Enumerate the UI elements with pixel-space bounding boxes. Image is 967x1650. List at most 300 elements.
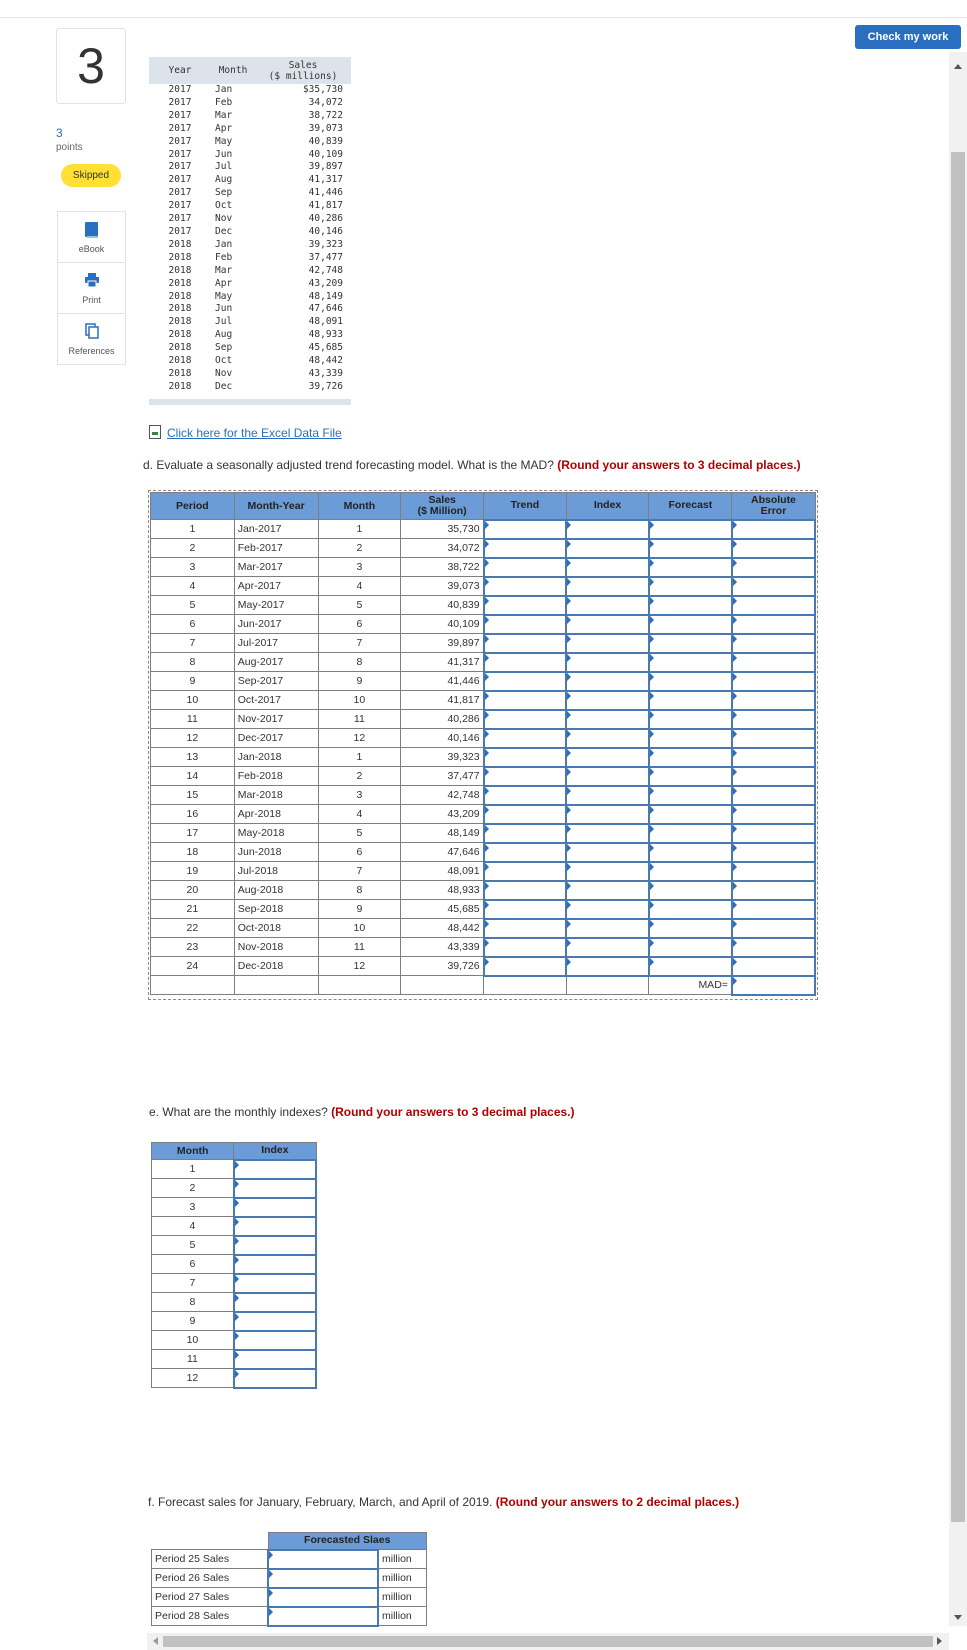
table-row xyxy=(152,1274,317,1293)
raw-row xyxy=(149,136,351,149)
table-row xyxy=(151,558,816,577)
raw-row xyxy=(149,342,351,355)
forecast-input[interactable] xyxy=(649,862,732,881)
monthly-index-input[interactable] xyxy=(234,1331,316,1350)
index-input[interactable] xyxy=(566,691,649,710)
index-input[interactable] xyxy=(566,615,649,634)
references-icon xyxy=(58,314,125,343)
sales-cell: 48,442 xyxy=(401,919,484,938)
forecast-input[interactable] xyxy=(649,558,732,577)
index-month-cell: 10 xyxy=(152,1331,234,1350)
trend-input[interactable] xyxy=(484,957,567,976)
raw-sales: 42,748 xyxy=(308,264,343,276)
raw-year: 2017 xyxy=(168,84,192,95)
table-row xyxy=(151,767,816,786)
raw-month: Aug xyxy=(215,174,233,186)
trend-input[interactable] xyxy=(484,577,567,596)
raw-month: Oct xyxy=(215,355,233,367)
forecast-input[interactable] xyxy=(649,539,732,558)
period-cell: 2 xyxy=(151,539,235,558)
trend-input[interactable] xyxy=(484,748,567,767)
sales-cell: 43,339 xyxy=(401,938,484,957)
scroll-down-arrow-icon[interactable] xyxy=(954,1615,962,1620)
raw-year: 2018 xyxy=(168,367,192,379)
part-f-table xyxy=(151,1532,427,1627)
forecast-input[interactable] xyxy=(649,900,732,919)
trend-input[interactable] xyxy=(484,653,567,672)
raw-row xyxy=(149,97,351,110)
period-cell: 17 xyxy=(151,824,235,843)
trend-input[interactable] xyxy=(484,805,567,824)
excel-data-link[interactable]: Click here for the Excel Data File xyxy=(149,425,342,440)
month-year-cell: Nov-2018 xyxy=(234,938,318,957)
sales-cell: 34,072 xyxy=(401,539,484,558)
raw-month: Nov xyxy=(215,367,233,379)
raw-month: Dec xyxy=(215,380,233,392)
trend-input[interactable] xyxy=(484,824,567,843)
trend-input[interactable] xyxy=(484,786,567,805)
trend-input[interactable] xyxy=(484,862,567,881)
raw-row xyxy=(149,187,351,200)
col-month: Month xyxy=(318,493,401,520)
month-year-cell: Sep-2017 xyxy=(234,672,318,691)
index-input[interactable] xyxy=(566,843,649,862)
check-my-work-button[interactable]: Check my work xyxy=(855,25,961,49)
absolute-error-input[interactable] xyxy=(732,729,815,748)
index-input[interactable] xyxy=(566,919,649,938)
part-d-prompt: d. Evaluate a seasonally adjusted trend forecasting model. What is the MAD? (Round your answers to 3 decimal places.) xyxy=(143,458,801,472)
forecast-input[interactable] xyxy=(649,824,732,843)
trend-input[interactable] xyxy=(484,710,567,729)
period-cell: 20 xyxy=(151,881,235,900)
sales-cell: 40,286 xyxy=(401,710,484,729)
book-icon xyxy=(58,212,125,241)
table-row xyxy=(151,710,816,729)
monthly-index-input[interactable] xyxy=(234,1312,316,1331)
sales-cell: 40,146 xyxy=(401,729,484,748)
index-input[interactable] xyxy=(566,539,649,558)
raw-year: 2018 xyxy=(168,380,192,392)
trend-input[interactable] xyxy=(484,558,567,577)
table-row xyxy=(152,1588,427,1607)
trend-input[interactable] xyxy=(484,691,567,710)
trend-input[interactable] xyxy=(484,729,567,748)
trend-input[interactable] xyxy=(484,672,567,691)
references-button[interactable] xyxy=(58,314,125,364)
raw-month: May xyxy=(215,290,233,302)
raw-row xyxy=(149,291,351,304)
absolute-error-input[interactable] xyxy=(732,748,815,767)
raw-month: Mar xyxy=(215,264,233,276)
unit-label: million xyxy=(378,1588,427,1607)
forecast-input[interactable] xyxy=(649,596,732,615)
raw-sales: 40,286 xyxy=(308,213,343,225)
table-row xyxy=(151,691,816,710)
col-e-index: Index xyxy=(234,1143,316,1160)
scroll-left-arrow-icon[interactable] xyxy=(153,1637,158,1645)
raw-year: 2017 xyxy=(168,213,192,225)
raw-sales: 38,722 xyxy=(308,109,343,121)
forecast-input[interactable] xyxy=(649,919,732,938)
period-cell: 24 xyxy=(151,957,235,976)
absolute-error-input[interactable] xyxy=(732,520,815,539)
col-index: Index xyxy=(566,493,649,520)
raw-sales: 41,817 xyxy=(308,200,343,212)
col-e-month: Month xyxy=(152,1143,234,1160)
table-row xyxy=(152,1179,317,1198)
period-cell: 19 xyxy=(151,862,235,881)
raw-sales: 40,839 xyxy=(308,135,343,147)
references-label: References xyxy=(68,346,115,356)
month-cell: 1 xyxy=(318,520,401,539)
raw-sales: $35,730 xyxy=(302,84,343,95)
absolute-error-input[interactable] xyxy=(732,710,815,729)
absolute-error-input[interactable] xyxy=(732,919,815,938)
monthly-index-input[interactable] xyxy=(234,1293,316,1312)
sales-cell: 47,646 xyxy=(401,843,484,862)
forecast-sales-input[interactable] xyxy=(268,1550,378,1569)
month-cell: 10 xyxy=(318,691,401,710)
monthly-index-input[interactable] xyxy=(234,1236,316,1255)
points-value: 3 xyxy=(56,126,63,140)
forecast-input[interactable] xyxy=(649,938,732,957)
forecast-period-label: Period 27 Sales xyxy=(152,1588,269,1607)
status-badge: Skipped xyxy=(61,164,121,187)
raw-sales: 48,149 xyxy=(308,290,343,302)
absolute-error-input[interactable] xyxy=(732,596,815,615)
raw-sales: 41,317 xyxy=(308,174,343,186)
absolute-error-input[interactable] xyxy=(732,843,815,862)
month-year-cell: Apr-2018 xyxy=(234,805,318,824)
index-input[interactable] xyxy=(566,957,649,976)
raw-year: 2018 xyxy=(168,251,192,263)
month-cell: 10 xyxy=(318,919,401,938)
scroll-right-arrow-icon[interactable] xyxy=(937,1637,942,1645)
month-cell: 9 xyxy=(318,900,401,919)
period-cell: 14 xyxy=(151,767,235,786)
monthly-index-input[interactable] xyxy=(234,1350,316,1369)
period-cell: 6 xyxy=(151,615,235,634)
raw-year: 2018 xyxy=(168,290,192,302)
col-month-year: Month-Year xyxy=(234,493,318,520)
forecast-period-label: Period 28 Sales xyxy=(152,1607,269,1626)
period-cell: 4 xyxy=(151,577,235,596)
raw-sales: 39,073 xyxy=(308,122,343,134)
absolute-error-input[interactable] xyxy=(732,615,815,634)
month-cell: 11 xyxy=(318,938,401,957)
absolute-error-input[interactable] xyxy=(732,691,815,710)
trend-input[interactable] xyxy=(484,596,567,615)
raw-year: 2018 xyxy=(168,342,192,354)
table-row xyxy=(151,672,816,691)
table-row xyxy=(152,1550,427,1569)
month-year-cell: Jul-2017 xyxy=(234,634,318,653)
col-period: Period xyxy=(151,493,235,520)
month-cell: 6 xyxy=(318,615,401,634)
month-year-cell: Mar-2018 xyxy=(234,786,318,805)
raw-month: Aug xyxy=(215,329,233,341)
forecast-input[interactable] xyxy=(649,957,732,976)
raw-month: Feb xyxy=(215,96,233,108)
sales-cell: 41,817 xyxy=(401,691,484,710)
forecast-input[interactable] xyxy=(649,805,732,824)
sales-cell: 41,317 xyxy=(401,653,484,672)
table-row xyxy=(152,1217,317,1236)
absolute-error-input[interactable] xyxy=(732,558,815,577)
table-row xyxy=(151,729,816,748)
forecast-input[interactable] xyxy=(649,748,732,767)
col-absolute-error: Absolute Error xyxy=(732,493,815,520)
table-row xyxy=(151,881,816,900)
raw-month: Sep xyxy=(215,342,233,354)
index-input[interactable] xyxy=(566,805,649,824)
forecast-input[interactable] xyxy=(649,615,732,634)
part-d-table xyxy=(150,492,816,996)
index-input[interactable] xyxy=(566,824,649,843)
forecast-sales-input[interactable] xyxy=(268,1607,378,1626)
index-month-cell: 12 xyxy=(152,1369,234,1388)
forecast-period-label: Period 25 Sales xyxy=(152,1550,269,1569)
table-row xyxy=(151,862,816,881)
period-cell: 18 xyxy=(151,843,235,862)
raw-row xyxy=(149,381,351,394)
raw-year: 2018 xyxy=(168,303,192,315)
raw-year: 2018 xyxy=(168,238,192,250)
monthly-index-input[interactable] xyxy=(234,1160,316,1179)
raw-year: 2018 xyxy=(168,355,192,367)
ebook-button[interactable] xyxy=(58,212,125,263)
index-month-cell: 3 xyxy=(152,1198,234,1217)
print-button[interactable] xyxy=(58,263,125,314)
index-input[interactable] xyxy=(566,596,649,615)
raw-sales: 43,209 xyxy=(308,277,343,289)
absolute-error-input[interactable] xyxy=(732,824,815,843)
raw-row xyxy=(149,239,351,252)
raw-sales: 39,897 xyxy=(308,161,343,173)
table-row xyxy=(151,577,816,596)
month-cell: 11 xyxy=(318,710,401,729)
table-row xyxy=(152,1350,317,1369)
absolute-error-input[interactable] xyxy=(732,767,815,786)
absolute-error-input[interactable] xyxy=(732,786,815,805)
absolute-error-input[interactable] xyxy=(732,938,815,957)
table-row xyxy=(152,1236,317,1255)
raw-row xyxy=(149,110,351,123)
mad-input[interactable] xyxy=(732,976,815,995)
forecast-input[interactable] xyxy=(649,843,732,862)
forecast-input[interactable] xyxy=(649,786,732,805)
table-row xyxy=(151,805,816,824)
period-cell: 23 xyxy=(151,938,235,957)
index-input[interactable] xyxy=(566,577,649,596)
absolute-error-input[interactable] xyxy=(732,577,815,596)
raw-month: Dec xyxy=(215,225,233,237)
trend-input[interactable] xyxy=(484,634,567,653)
raw-sales-table xyxy=(149,57,351,394)
monthly-index-input[interactable] xyxy=(234,1179,316,1198)
forecast-input[interactable] xyxy=(649,577,732,596)
raw-row xyxy=(149,252,351,265)
absolute-error-input[interactable] xyxy=(732,957,815,976)
raw-row xyxy=(149,355,351,368)
horizontal-scroll-thumb[interactable] xyxy=(163,1636,933,1647)
forecast-input[interactable] xyxy=(649,767,732,786)
monthly-index-input[interactable] xyxy=(234,1369,316,1388)
sales-cell: 37,477 xyxy=(401,767,484,786)
table-row xyxy=(151,520,816,539)
raw-table-footer xyxy=(149,399,351,405)
month-year-cell: Nov-2017 xyxy=(234,710,318,729)
raw-year: 2018 xyxy=(168,277,192,289)
trend-input[interactable] xyxy=(484,520,567,539)
raw-year: 2018 xyxy=(168,316,192,328)
trend-input[interactable] xyxy=(484,900,567,919)
sales-cell: 43,209 xyxy=(401,805,484,824)
raw-year: 2017 xyxy=(168,200,192,212)
period-cell: 8 xyxy=(151,653,235,672)
forecast-input[interactable] xyxy=(649,710,732,729)
forecast-input[interactable] xyxy=(649,520,732,539)
absolute-error-input[interactable] xyxy=(732,672,815,691)
scroll-up-arrow-icon[interactable] xyxy=(954,64,962,69)
forecast-input[interactable] xyxy=(649,634,732,653)
monthly-index-input[interactable] xyxy=(234,1274,316,1293)
table-row xyxy=(152,1160,317,1179)
table-row xyxy=(151,957,816,976)
month-cell: 2 xyxy=(318,767,401,786)
raw-sales: 39,726 xyxy=(308,380,343,392)
table-row xyxy=(152,1198,317,1217)
trend-input[interactable] xyxy=(484,843,567,862)
index-input[interactable] xyxy=(566,862,649,881)
absolute-error-input[interactable] xyxy=(732,862,815,881)
month-year-cell: Jan-2018 xyxy=(234,748,318,767)
month-year-cell: Oct-2018 xyxy=(234,919,318,938)
month-year-cell: Apr-2017 xyxy=(234,577,318,596)
trend-input[interactable] xyxy=(484,938,567,957)
month-cell: 3 xyxy=(318,558,401,577)
unit-label: million xyxy=(378,1569,427,1588)
forecast-sales-input[interactable] xyxy=(268,1588,378,1607)
forecast-input[interactable] xyxy=(649,881,732,900)
index-input[interactable] xyxy=(566,881,649,900)
trend-input[interactable] xyxy=(484,919,567,938)
raw-sales: 40,146 xyxy=(308,225,343,237)
forecast-sales-input[interactable] xyxy=(268,1569,378,1588)
month-year-cell: May-2017 xyxy=(234,596,318,615)
index-input[interactable] xyxy=(566,710,649,729)
print-label: Print xyxy=(82,295,101,305)
trend-input[interactable] xyxy=(484,881,567,900)
forecast-input[interactable] xyxy=(649,691,732,710)
forecast-input[interactable] xyxy=(649,729,732,748)
mad-label: MAD= xyxy=(649,976,732,995)
index-input[interactable] xyxy=(566,748,649,767)
period-cell: 7 xyxy=(151,634,235,653)
period-cell: 21 xyxy=(151,900,235,919)
monthly-index-input[interactable] xyxy=(234,1217,316,1236)
unit-label: million xyxy=(378,1607,427,1626)
col-sales: Sales ($ Million) xyxy=(401,493,484,520)
month-cell: 8 xyxy=(318,881,401,900)
index-input[interactable] xyxy=(566,900,649,919)
index-input[interactable] xyxy=(566,729,649,748)
month-cell: 1 xyxy=(318,748,401,767)
raw-sales: 47,646 xyxy=(308,303,343,315)
index-input[interactable] xyxy=(566,938,649,957)
absolute-error-input[interactable] xyxy=(732,653,815,672)
period-cell: 9 xyxy=(151,672,235,691)
raw-header-month: Month xyxy=(211,57,255,84)
sales-cell: 48,091 xyxy=(401,862,484,881)
period-cell: 5 xyxy=(151,596,235,615)
index-input[interactable] xyxy=(566,672,649,691)
raw-sales: 48,442 xyxy=(308,355,343,367)
raw-month: Jan xyxy=(215,84,233,95)
absolute-error-input[interactable] xyxy=(732,805,815,824)
absolute-error-input[interactable] xyxy=(732,539,815,558)
sales-cell: 38,722 xyxy=(401,558,484,577)
sales-cell: 42,748 xyxy=(401,786,484,805)
month-cell: 4 xyxy=(318,805,401,824)
table-row xyxy=(151,634,816,653)
index-input[interactable] xyxy=(566,558,649,577)
tools-panel xyxy=(57,211,126,365)
monthly-index-input[interactable] xyxy=(234,1198,316,1217)
month-year-cell: Dec-2018 xyxy=(234,957,318,976)
forecast-input[interactable] xyxy=(649,653,732,672)
sales-cell: 39,897 xyxy=(401,634,484,653)
absolute-error-input[interactable] xyxy=(732,881,815,900)
index-month-cell: 7 xyxy=(152,1274,234,1293)
table-row xyxy=(151,539,816,558)
month-year-cell: Sep-2018 xyxy=(234,900,318,919)
table-row xyxy=(151,843,816,862)
trend-input[interactable] xyxy=(484,539,567,558)
raw-year: 2017 xyxy=(168,161,192,173)
month-year-cell: Aug-2018 xyxy=(234,881,318,900)
raw-year: 2017 xyxy=(168,109,192,121)
monthly-index-input[interactable] xyxy=(234,1255,316,1274)
month-year-cell: Mar-2017 xyxy=(234,558,318,577)
index-input[interactable] xyxy=(566,634,649,653)
raw-month: Feb xyxy=(215,251,233,263)
month-year-cell: Aug-2017 xyxy=(234,653,318,672)
trend-input[interactable] xyxy=(484,615,567,634)
vertical-scroll-thumb[interactable] xyxy=(951,152,965,1522)
raw-sales: 48,933 xyxy=(308,329,343,341)
forecast-input[interactable] xyxy=(649,672,732,691)
index-input[interactable] xyxy=(566,767,649,786)
index-input[interactable] xyxy=(566,786,649,805)
raw-row xyxy=(149,316,351,329)
index-month-cell: 11 xyxy=(152,1350,234,1369)
forecast-period-label: Period 26 Sales xyxy=(152,1569,269,1588)
table-row xyxy=(152,1331,317,1350)
month-year-cell: Dec-2017 xyxy=(234,729,318,748)
raw-sales: 45,685 xyxy=(308,342,343,354)
table-row xyxy=(152,1293,317,1312)
unit-label: million xyxy=(378,1550,427,1569)
absolute-error-input[interactable] xyxy=(732,900,815,919)
trend-input[interactable] xyxy=(484,767,567,786)
raw-month: Nov xyxy=(215,213,233,225)
raw-header-sales: Sales ($ millions) xyxy=(255,57,351,84)
absolute-error-input[interactable] xyxy=(732,634,815,653)
index-month-cell: 1 xyxy=(152,1160,234,1179)
index-input[interactable] xyxy=(566,520,649,539)
index-input[interactable] xyxy=(566,653,649,672)
